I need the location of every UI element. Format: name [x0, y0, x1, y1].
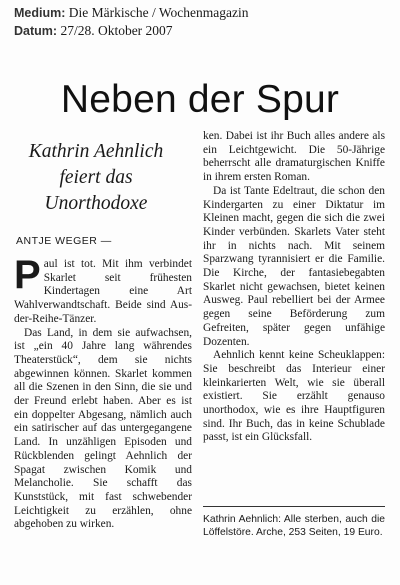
author-name: ANTJE WEGER: [16, 235, 98, 247]
paragraph-text: aul ist tot. Mit ihm verbindet Skarlet seit frühesten Kindertagen eine Art Wahlverwandtschaft. Beide sind Aus-der-Reihe-Tänzer.: [14, 258, 192, 325]
drop-cap: P: [14, 253, 41, 297]
text-column-2: [203, 130, 385, 445]
date-value: 27/28. Oktober 2007: [60, 23, 173, 38]
subheadline: Kathrin Aehnlich feiert das Unorthodoxe: [28, 141, 164, 214]
date-label: Datum:: [14, 24, 58, 38]
medium-value: Die Märkische / Wochenmagazin: [68, 5, 249, 20]
paragraph: [14, 253, 192, 327]
date-line: [14, 22, 249, 40]
paragraph: ken. Dabei ist ihr Buch alles andere als ein Leichtgewicht. Die 50-Jährige beherrscht alle dramaturgischen Kniffe in ihrem ersten Roman.: [203, 130, 385, 184]
author-rule: —: [100, 235, 112, 247]
headline: Neben der Spur: [60, 78, 340, 121]
book-info-divider: [203, 506, 385, 507]
author-byline: [16, 235, 112, 247]
article-meta: [14, 4, 249, 40]
paragraph: Da ist Tante Edeltraut, die schon den Kindergarten zu einer Diktatur im Kleinen macht, gegen die sich die zwei Kinder verbünden. Skarlets Vater steht ihr in nichts nach. Mit seinem Sparzwang tyrannisiert er die Familie. Die Kirche, der fantasiebegabten Skarlet nicht gewachsen, bietet keinen Ausweg. Paul rebelliert bei der Armee gegen seine Beförderung zum Gefreiten, später gegen unfähige Dozenten.: [203, 184, 385, 348]
medium-line: [14, 4, 249, 22]
book-info: Kathrin Aehnlich: Alle sterben, auch die Löffelstöre. Arche, 253 Seiten, 19 Euro.: [203, 514, 385, 538]
paragraph: Aehnlich kennt keine Scheuklappen: Sie beschreibt das Interieur einer kleinkarierten Welt, wie sie überall existiert. Sie erzählt genauso unorthodox, wie es ihre Hauptfiguren sind. Ihr Buch, das in keine Schublade passt, ist ein Glücksfall.: [203, 349, 385, 444]
text-column-1: [14, 253, 192, 532]
paragraph: Das Land, in dem sie aufwachsen, ist „ein 40 Jahre lang währendes Theaterstück“, dem sie nichts abgewinnen können. Skarlet kommen all die Szenen in den Sinn, die sie und der Freund erlebt haben. Aber es ist ein doppelter Abgesang, nämlich auch ein satirischer auf das untergegangene Land. In unzähligen Episoden und Rückblenden gelingt Aehnlich der Spagat zwischen Komik und Melancholie. Sie schafft das Kunststück, mit fast schwebender Leichtigkeit zu erzählen, ohne abgehoben zu wirken.: [14, 326, 192, 531]
medium-label: Medium:: [14, 6, 66, 20]
